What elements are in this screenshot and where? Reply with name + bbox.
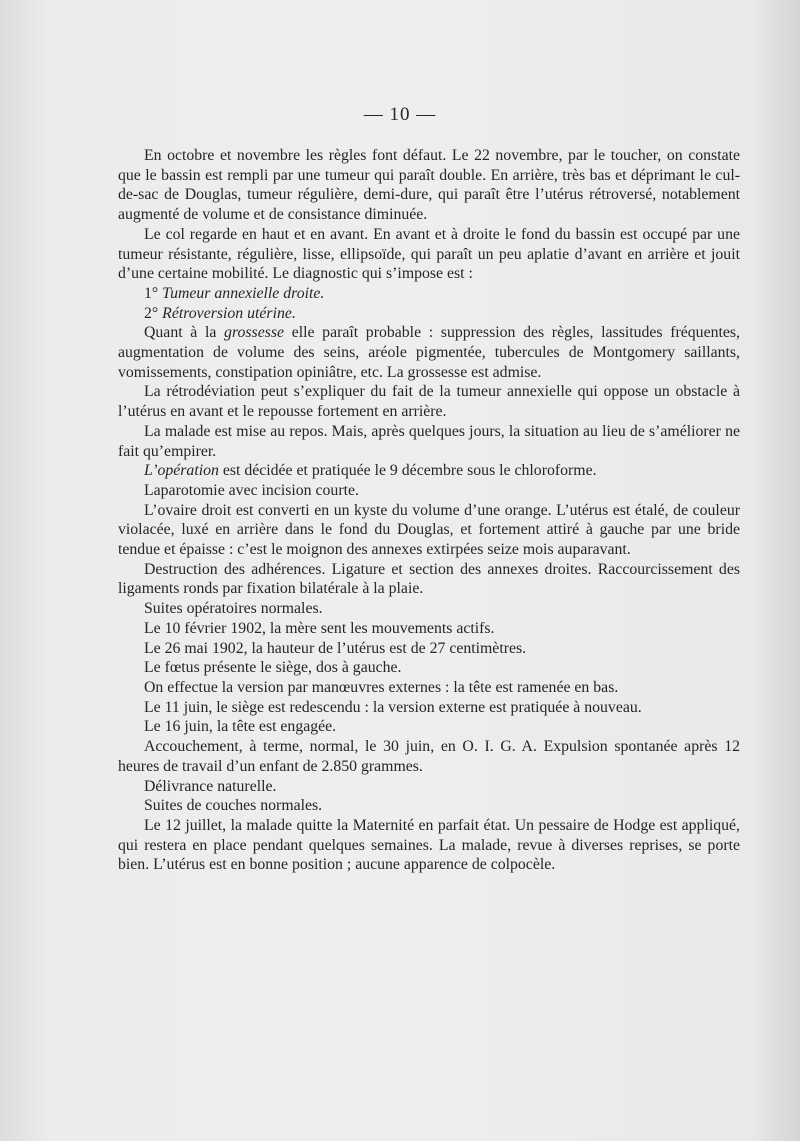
text-fragment: elle paraît probable : suppression des règles, lassitudes fréquentes, augmentation de volume des seins, aréole pigmentée, tubercules de Montgomery saillants, vomissements, constipation opiniâtre, etc. La grossesse est admise. xyxy=(118,324,740,381)
diagnosis-text: Tumeur annexielle droite. xyxy=(162,284,325,302)
paragraph: Le 16 juin, la tête est engagée. xyxy=(144,718,337,736)
paragraph: Le fœtus présente le siège, dos à gauche. xyxy=(144,659,402,677)
paragraph: Suites de couches normales. xyxy=(144,797,323,815)
diagnosis-number: 1° xyxy=(144,284,159,302)
text-fragment: Quant à la xyxy=(144,324,225,342)
paragraph: Le 12 juillet, la malade quitte la Maternité en parfait état. Un pessaire de Hodge est appliqué, qui restera en place pendant quelques semaines. La malade, revue à diverses reprises, se porte bien. L’utérus est en bonne position ; aucune apparence de colpocèle. xyxy=(118,816,740,874)
paragraph: Le 26 mai 1902, la hauteur de l’utérus est de 27 centimètres. xyxy=(144,639,527,657)
diagnosis-number: 2° xyxy=(144,304,159,322)
paragraph: Le col regarde en haut et en avant. En avant et à droite le fond du bassin est occupé par une tumeur résistante, régulière, lisse, ellipsoïde, qui paraît un peu aplatie d’avant en arrière et jouit d’une certaine mobilité. Le diagnostic qui s’impose est : xyxy=(118,225,740,283)
paragraph: On effectue la version par manœuvres externes : la tête est ramenée en bas. xyxy=(144,678,619,696)
diagnosis-text: Rétroversion utérine. xyxy=(162,304,296,322)
text-fragment: est décidée et pratiquée le 9 décembre sous le chloroforme. xyxy=(218,462,597,480)
paragraph: L’ovaire droit est converti en un kyste du volume d’une orange. L’utérus est étalé, de couleur violacée, luxé en arrière dans le fond du Douglas, et fortement attiré à gauche par une bride tendue et épaisse : c’est le moignon des annexes extirpées seize mois auparavant. xyxy=(118,501,740,559)
paragraph: La rétrodéviation peut s’expliquer du fait de la tumeur annexielle qui oppose un obstacle à l’utérus en avant et le repousse fortement en arrière. xyxy=(118,383,740,421)
paragraph: Accouchement, à terme, normal, le 30 juin, en O. I. G. A. Expulsion spontanée après 12 heures de travail d’un enfant de 2.850 grammes. xyxy=(118,738,740,775)
paragraph-grossesse xyxy=(118,323,740,382)
paragraph: Laparotomie avec incision courte. xyxy=(144,481,359,499)
body-text xyxy=(118,146,740,875)
emphasis: L’opération xyxy=(144,462,219,480)
paragraph: Délivrance naturelle. xyxy=(144,777,277,795)
paragraph: La malade est mise au repos. Mais, après quelques jours, la situation au lieu de s’améliorer ne fait qu’empirer. xyxy=(118,422,740,460)
paragraph: Suites opératoires normales. xyxy=(144,600,323,618)
diagnosis-item-1 xyxy=(118,284,740,304)
diagnosis-item-2 xyxy=(118,304,740,324)
paragraph: Le 11 juin, le siège est redescendu : la version externe est pratiquée à nouveau. xyxy=(144,698,642,716)
emphasis: grossesse xyxy=(224,324,285,342)
page-number: — 10 — xyxy=(363,104,437,125)
paragraph-operation xyxy=(118,461,740,481)
paragraph: Le 10 février 1902, la mère sent les mouvements actifs. xyxy=(144,619,495,637)
paragraph: Destruction des adhérences. Ligature et section des annexes droites. Raccourcissement des ligaments ronds par fixation bilatérale à la plaie. xyxy=(118,560,740,598)
paragraph: En octobre et novembre les règles font défaut. Le 22 novembre, par le toucher, on constate que le bassin est rempli par une tumeur qui paraît double. En arrière, très bas et déprimant le cul-de-sac de Douglas, tumeur régulière, demi-dure, qui paraît être l’utérus rétroversé, notablement augmenté de volume et de consistance diminuée. xyxy=(118,147,740,224)
